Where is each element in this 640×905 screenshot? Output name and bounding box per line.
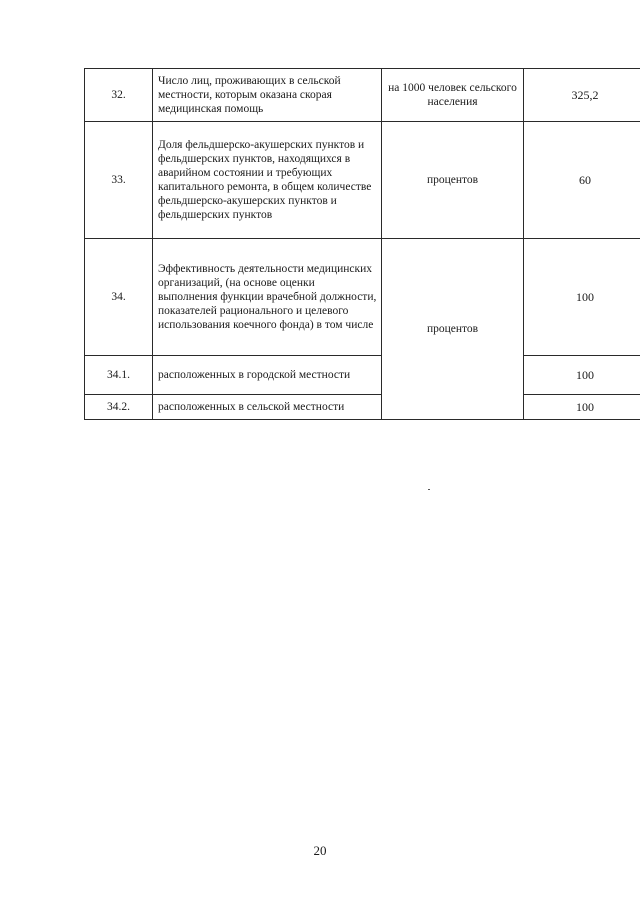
table-row: [85, 395, 640, 420]
row-number: 33.: [85, 122, 153, 239]
indicator-value: 325,2: [524, 69, 640, 122]
indicator-name: расположенных в сельской местности: [153, 395, 382, 420]
table-row: [85, 122, 640, 239]
indicator-name: Число лиц, проживающих в сельской местности, которым оказана скорая медицинская помощь: [153, 69, 382, 122]
indicator-value: 100: [524, 395, 640, 420]
unit-of-measure: процентов: [382, 239, 524, 420]
indicator-value: 100: [524, 239, 640, 356]
indicator-value: 100: [524, 356, 640, 395]
indicator-value: 60: [524, 122, 640, 239]
row-number: 34.2.: [85, 395, 153, 420]
table-row: [85, 69, 640, 122]
table-row: [85, 239, 640, 356]
indicator-name: Доля фельдшерско-акушерских пунктов и фельдшерских пунктов, находящихся в аварийном состоянии и требующих капитального ремонта, в общем количестве фельдшерско-акушерских пунктов и фельдшерских пунктов: [153, 122, 382, 239]
scan-speck: [428, 489, 430, 490]
indicator-name: Эффективность деятельности медицинских организаций, (на основе оценки выполнения функции врачебной должности, показателей рационального и целевого использования коечного фонда) в том числе: [153, 239, 382, 356]
indicators-table: [84, 68, 640, 420]
row-number: 34.1.: [85, 356, 153, 395]
row-number: 34.: [85, 239, 153, 356]
page-number: 20: [313, 843, 327, 858]
indicator-name: расположенных в городской местности: [153, 356, 382, 395]
row-number: 32.: [85, 69, 153, 122]
table-row: [85, 356, 640, 395]
unit-of-measure: на 1000 человек сельского населения: [382, 69, 524, 122]
unit-of-measure: процентов: [382, 122, 524, 239]
